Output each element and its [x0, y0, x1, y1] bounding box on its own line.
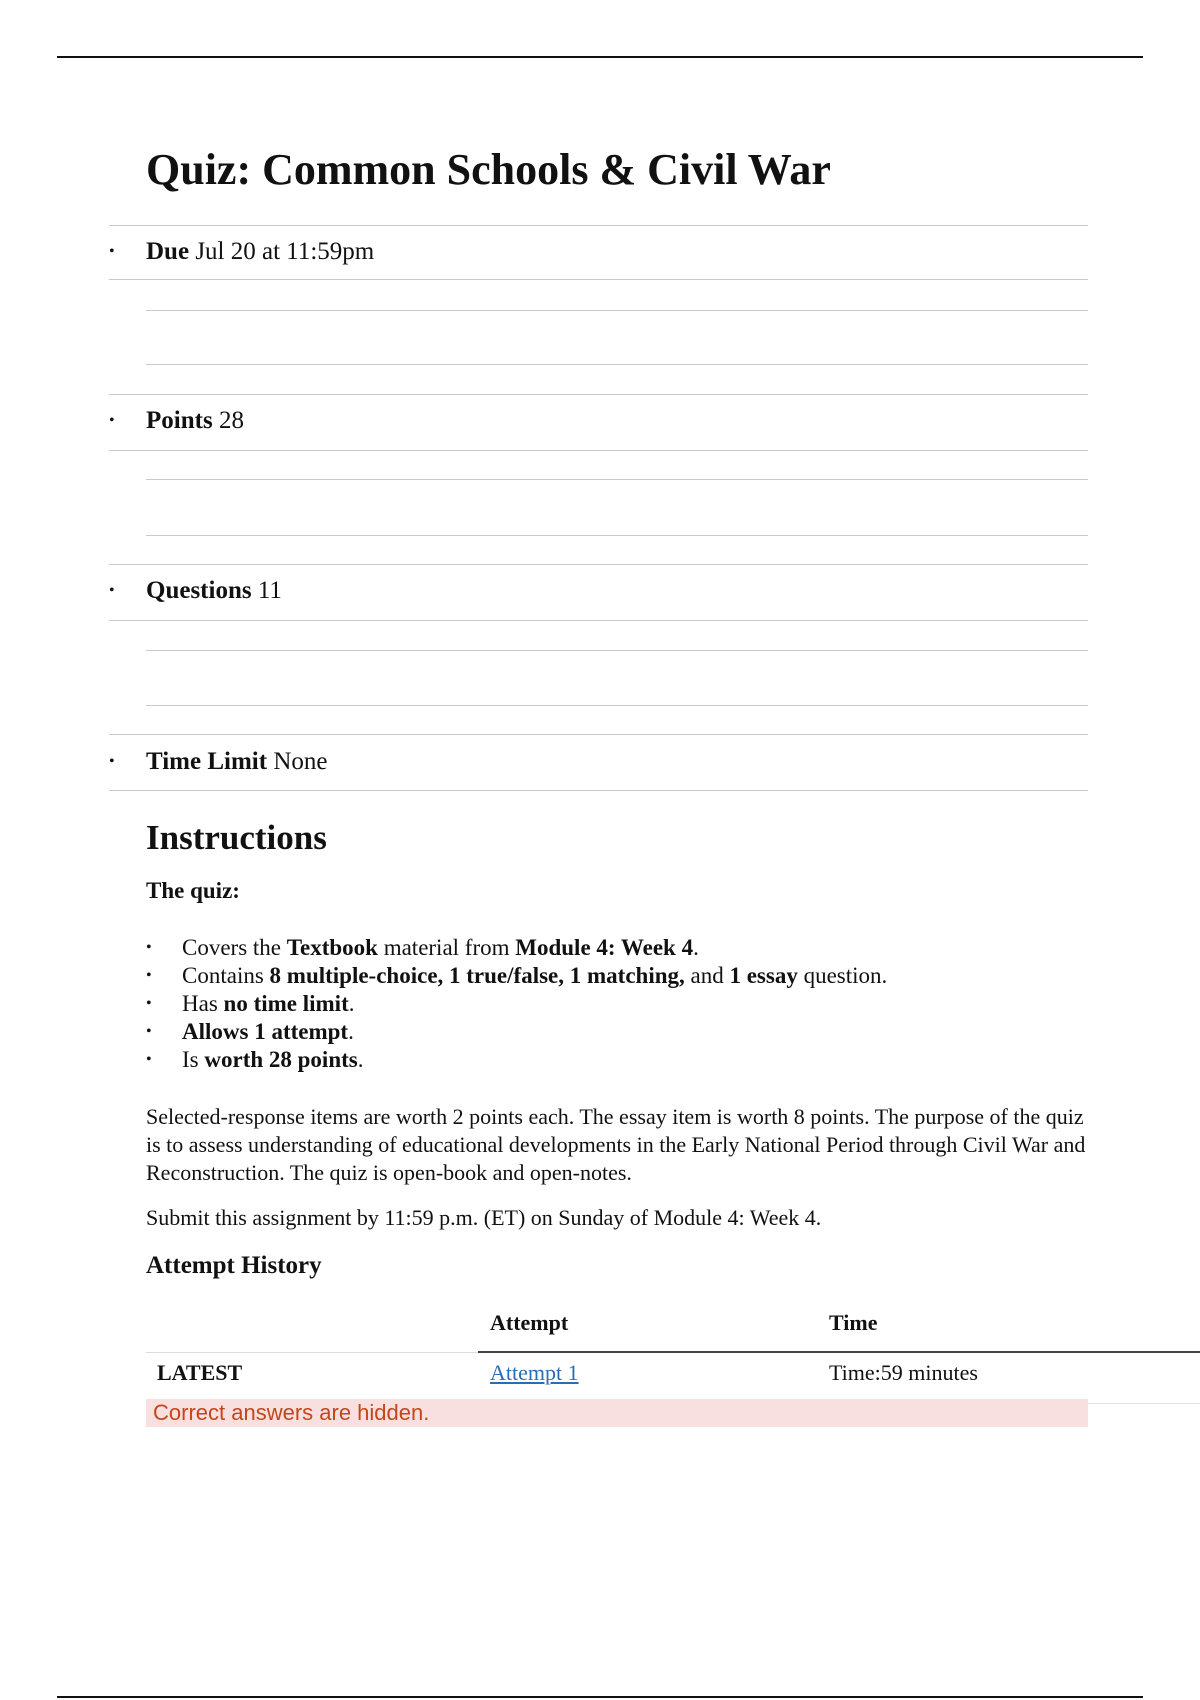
- detail-time-limit: [109, 746, 1088, 778]
- questions-label: Questions: [146, 577, 252, 604]
- divider: [109, 790, 1088, 791]
- bullet-icon: •: [146, 967, 152, 984]
- column-header-attempt: Attempt: [490, 1310, 569, 1335]
- instructions-heading: Instructions: [146, 818, 327, 857]
- divider: [146, 479, 1088, 480]
- divider: [109, 734, 1088, 735]
- due-label: Due: [146, 238, 190, 265]
- time-limit-label: Time Limit: [146, 748, 268, 775]
- quiz-intro: The quiz:: [146, 878, 240, 903]
- detail-questions: [109, 575, 1088, 607]
- list-item: • Has no time limit.: [146, 991, 355, 1016]
- due-value: Jul 20 at 11:59pm: [195, 238, 375, 265]
- divider: [146, 705, 1088, 706]
- bullet-icon: •: [109, 753, 115, 770]
- detail-points: [109, 405, 1088, 437]
- list-item: • Contains 8 multiple-choice, 1 true/false, 1 matching, and 1 essay question.: [146, 963, 888, 988]
- table-header-divider: [146, 1352, 478, 1353]
- time-limit-value: None: [273, 748, 328, 775]
- attempt-time: Time:59 minutes: [829, 1360, 978, 1385]
- latest-tag: LATEST: [157, 1360, 243, 1385]
- bullet-icon: •: [146, 939, 152, 956]
- points-label: Points: [146, 407, 213, 434]
- bullet-icon: •: [109, 412, 115, 429]
- hidden-answers-notice: [146, 1399, 1088, 1427]
- divider: [109, 394, 1088, 395]
- table-header-divider: [478, 1351, 1200, 1353]
- instructions-list: [146, 934, 887, 1074]
- divider: [146, 650, 1088, 651]
- table-row-divider: [1088, 1403, 1200, 1404]
- attempt-link[interactable]: Attempt 1: [490, 1360, 579, 1385]
- divider: [109, 620, 1088, 621]
- list-item: • Allows 1 attempt.: [146, 1019, 354, 1044]
- points-value: 28: [218, 407, 244, 434]
- divider: [109, 225, 1088, 226]
- list-item: • Covers the Textbook material from Module 4: Week 4.: [146, 935, 699, 960]
- bullet-icon: •: [146, 995, 152, 1012]
- questions-value: 11: [257, 577, 282, 604]
- page-top-rule: [57, 56, 1143, 58]
- instructions-paragraph: Selected-response items are worth 2 points each. The essay item is worth 8 points. The purpose of the quiz is to assess understanding of educational developments in the Early National Period through Civil War and Reconstruction. The quiz is open-book and open-notes.: [146, 1104, 1086, 1185]
- divider: [109, 450, 1088, 451]
- bullet-icon: •: [109, 582, 115, 599]
- notice-text: Correct answers are hidden.: [153, 1400, 430, 1425]
- detail-due: [109, 236, 1088, 268]
- list-item: • Is worth 28 points.: [146, 1047, 364, 1072]
- divider: [109, 279, 1088, 280]
- submission-note: Submit this assignment by 11:59 p.m. (ET) on Sunday of Module 4: Week 4.: [146, 1205, 822, 1230]
- bullet-icon: •: [146, 1023, 152, 1040]
- column-header-time: Time: [829, 1310, 878, 1335]
- bullet-icon: •: [146, 1051, 152, 1068]
- bullet-icon: •: [109, 243, 115, 260]
- page-bottom-rule: [57, 1696, 1143, 1698]
- divider: [109, 564, 1088, 565]
- divider: [146, 364, 1088, 365]
- attempt-history-heading: Attempt History: [146, 1252, 322, 1279]
- divider: [146, 310, 1088, 311]
- page-title: Quiz: Common Schools & Civil War: [146, 145, 831, 194]
- divider: [146, 535, 1088, 536]
